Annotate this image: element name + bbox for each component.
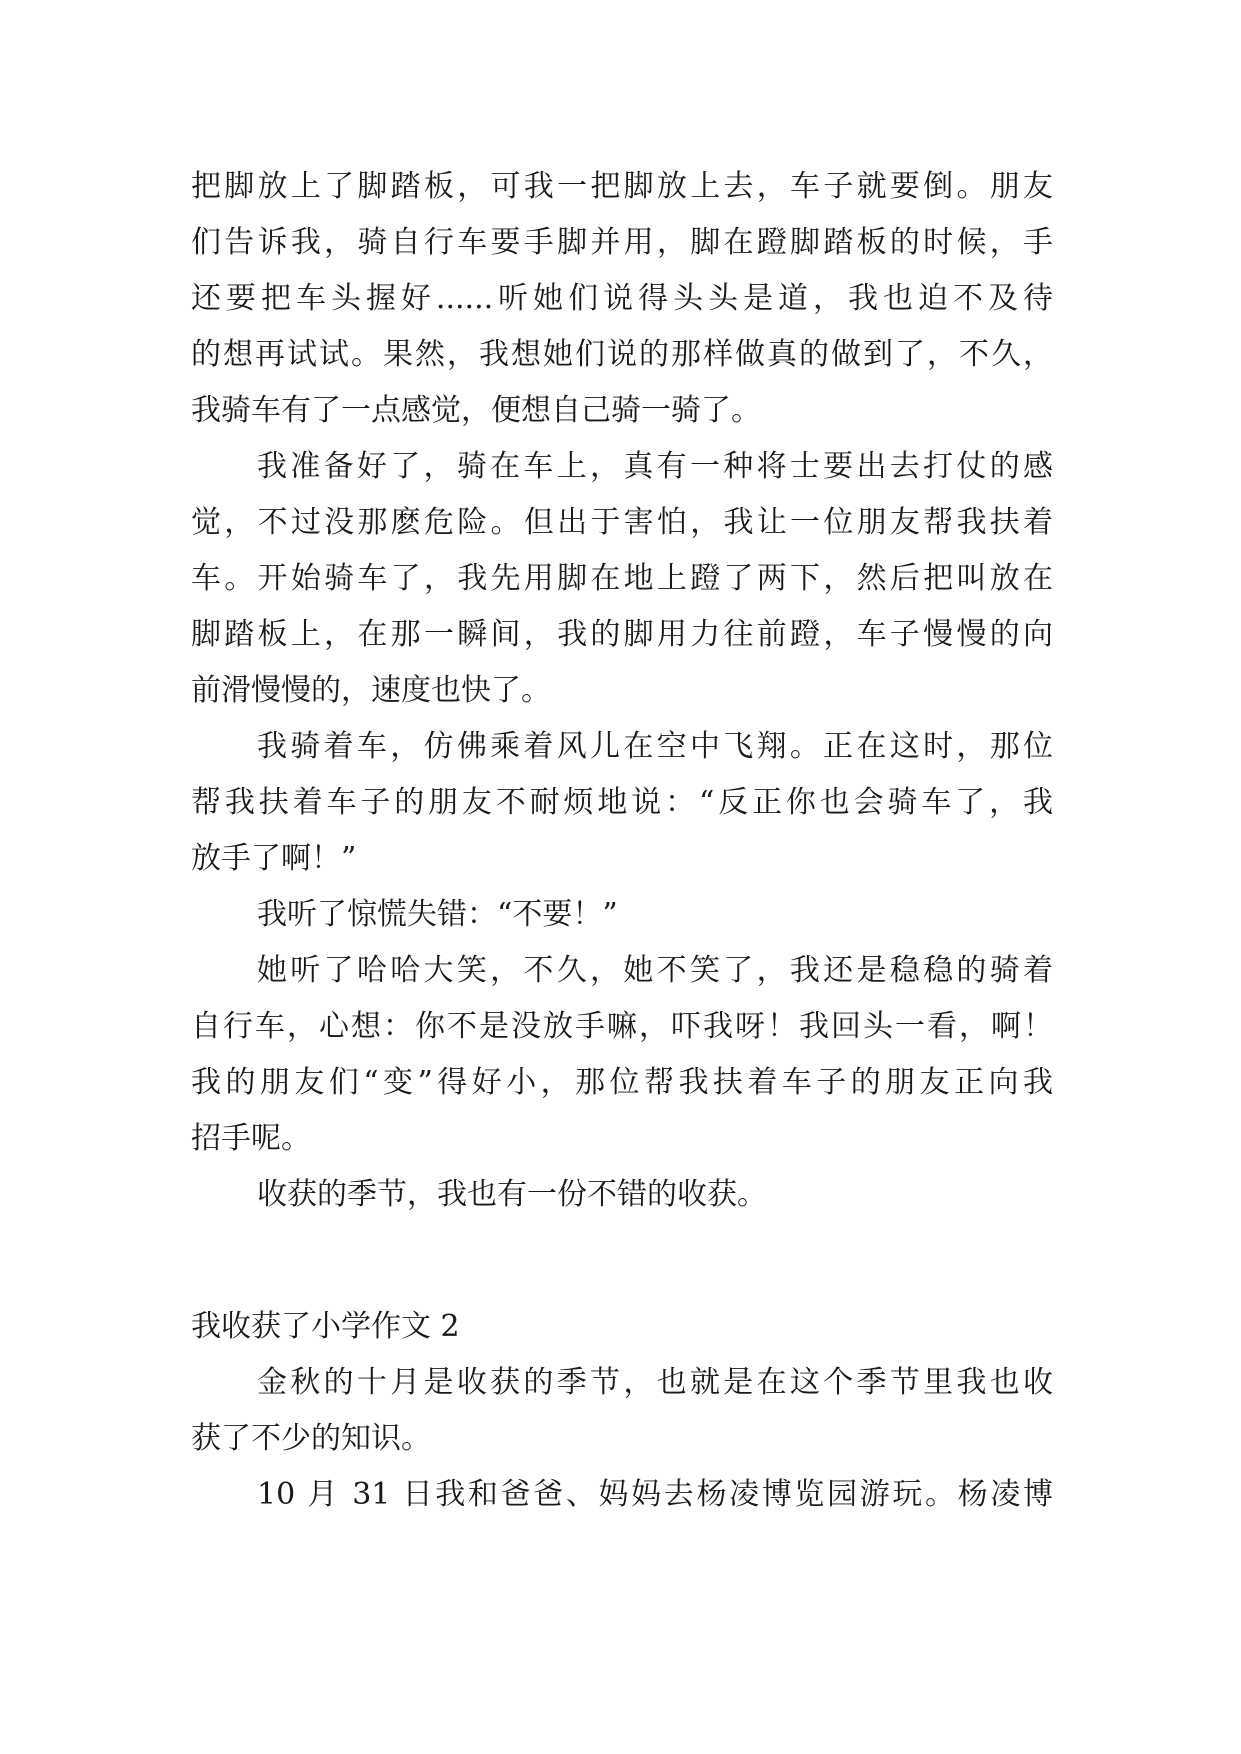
text-line: 我听了惊慌失错：“不要！”	[257, 897, 618, 932]
text-line: 我骑着车，仿佛乘着风儿在空中飞翔。正在这时，那位	[257, 729, 1053, 764]
text-line: 自行车，心想：你不是没放手嘛，吓我呀！我回头一看，啊！	[191, 1009, 1053, 1044]
text-line: 她听了哈哈大笑，不久，她不笑了，我还是稳稳的骑着	[257, 953, 1053, 988]
text-line: 招手呢。	[191, 1121, 311, 1156]
text-line: 我的朋友们“变”得好小，那位帮我扶着车子的朋友正向我	[191, 1065, 1053, 1100]
text-line: 们告诉我，骑自行车要手脚并用，脚在蹬脚踏板的时候，手	[191, 225, 1053, 260]
text-line: 放手了啊！”	[191, 841, 357, 876]
text-line: 的想再试试。果然，我想她们说的那样做真的做到了，不久，	[191, 337, 1053, 372]
section-title: 我收获了小学作文 2	[191, 1309, 460, 1344]
text-line: 我准备好了，骑在车上，真有一种将士要出去打仗的感	[257, 449, 1053, 484]
text-line: 还要把车头握好......听她们说得头头是道，我也迫不及待	[191, 281, 1053, 316]
text-line: 脚踏板上，在那一瞬间，我的脚用力往前蹬，车子慢慢的向	[191, 617, 1053, 652]
text-line: 收获的季节，我也有一份不错的收获。	[257, 1177, 767, 1212]
text-line: 金秋的十月是收获的季节，也就是在这个季节里我也收	[257, 1365, 1053, 1400]
text-line: 觉，不过没那麽危险。但出于害怕，我让一位朋友帮我扶着	[191, 505, 1053, 540]
text-line: 获了不少的知识。	[191, 1421, 431, 1456]
text-line: 我骑车有了一点感觉，便想自己骑一骑了。	[191, 393, 761, 428]
text-line: 前滑慢慢的，速度也快了。	[191, 673, 551, 708]
text-line: 10 月 31 日我和爸爸、妈妈去杨凌博览园游玩。杨凌博	[257, 1477, 1053, 1512]
text-line: 车。开始骑车了，我先用脚在地上蹬了两下，然后把叫放在	[191, 561, 1053, 596]
text-line: 把脚放上了脚踏板，可我一把脚放上去，车子就要倒。朋友	[191, 169, 1053, 204]
text-line: 帮我扶着车子的朋友不耐烦地说：“反正你也会骑车了，我	[191, 785, 1053, 820]
